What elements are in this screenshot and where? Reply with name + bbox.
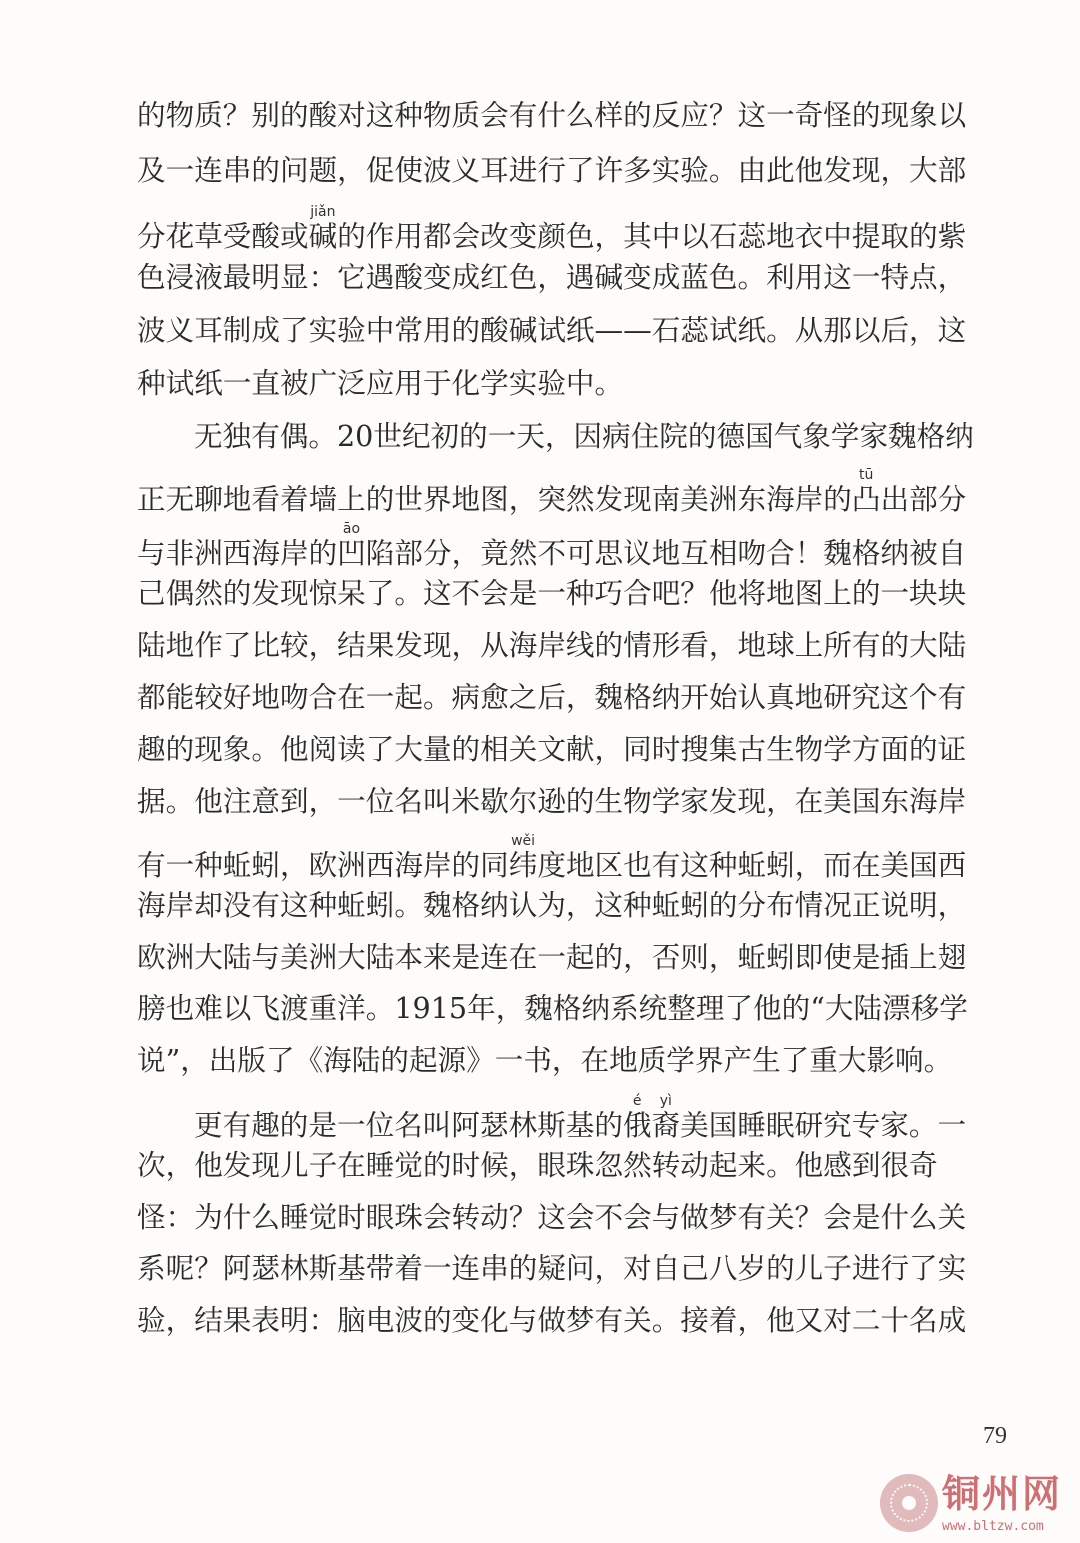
text-line-6: 种试纸一直被广泛应用于化学实验中。 (137, 366, 624, 400)
watermark-title: 铜州网 (942, 1472, 1063, 1516)
watermark (876, 1468, 1076, 1540)
text-line-17: 欧洲大陆与美洲大陆本来是连在一起的，否则，蚯蚓即使是插上翅 (137, 940, 967, 974)
text-line-22: 怪：为什么睡觉时眼珠会转动？这会不会与做梦有关？会是什么关 (137, 1200, 967, 1234)
text-line-20: 更有趣的是一位名叫阿瑟林斯基的俄é裔yì美国睡眠研究专家。一 (194, 1093, 967, 1142)
text-line-18: 膀也难以飞渡重洋。1915年，魏格纳系统整理了他的“大陆漂移学 (137, 991, 968, 1025)
text-line-16: 海岸却没有这种蚯蚓。魏格纳认为，这种蚯蚓的分布情况正说明， (137, 888, 967, 922)
watermark-url: www.bltzw.com (942, 1519, 1044, 1534)
text-line-10: 己偶然的发现惊呆了。这不会是一种巧合吧？他将地图上的一块块 (137, 576, 967, 610)
text-line-4: 色浸液最明显：它遇酸变成红色，遇碱变成蓝色。利用这一特点， (137, 260, 967, 294)
text-line-23: 系呢？阿瑟林斯基带着一连串的疑问，对自己八岁的儿子进行了实 (137, 1251, 967, 1285)
text-line-15: 有一种蚯蚓，欧洲西海岸的同纬wěi度地区也有这种蚯蚓，而在美国西 (137, 833, 967, 882)
text-line-8: 正无聊地看着墙上的世界地图，突然发现南美洲东海岸的凸tū出部分 (137, 467, 967, 516)
text-line-12: 都能较好地吻合在一起。病愈之后，魏格纳开始认真地研究这个有 (137, 680, 967, 714)
text-line-2: 及一连串的问题，促使波义耳进行了许多实验。由此他发现，大部 (137, 153, 967, 187)
text-line-11: 陆地作了比较，结果发现，从海岸线的情形看，地球上所有的大陆 (137, 628, 967, 662)
text-line-14: 据。他注意到，一位名叫米歇尔逊的生物学家发现，在美国东海岸 (137, 784, 967, 818)
text-line-24: 验，结果表明：脑电波的变化与做梦有关。接着，他又对二十名成 (137, 1303, 967, 1337)
text-line-5: 波义耳制成了实验中常用的酸碱试纸——石蕊试纸。从那以后，这 (137, 313, 967, 347)
text-line-19: 说”，出版了《海陆的起源》一书，在地质学界产生了重大影响。 (137, 1043, 953, 1077)
text-line-7: 无独有偶。20世纪初的一天，因病住院的德国气象学家魏格纳 (194, 419, 974, 453)
text-line-9: 与非洲西海岸的凹āo陷部分，竟然不可思议地互相吻合！魏格纳被自 (137, 521, 967, 570)
page-number: 79 (983, 1423, 1007, 1449)
seal-icon (880, 1474, 938, 1532)
text-line-13: 趣的现象。他阅读了大量的相关文献，同时搜集古生物学方面的证 (137, 732, 967, 766)
text-line-21: 次，他发现儿子在睡觉的时候，眼珠忽然转动起来。他感到很奇 (137, 1148, 938, 1182)
text-line-1: 的物质？别的酸对这种物质会有什么样的反应？这一奇怪的现象以 (137, 98, 967, 132)
text-line-3: 分花草受酸或碱jiǎn的作用都会改变颜色，其中以石蕊地衣中提取的紫 (137, 204, 967, 253)
